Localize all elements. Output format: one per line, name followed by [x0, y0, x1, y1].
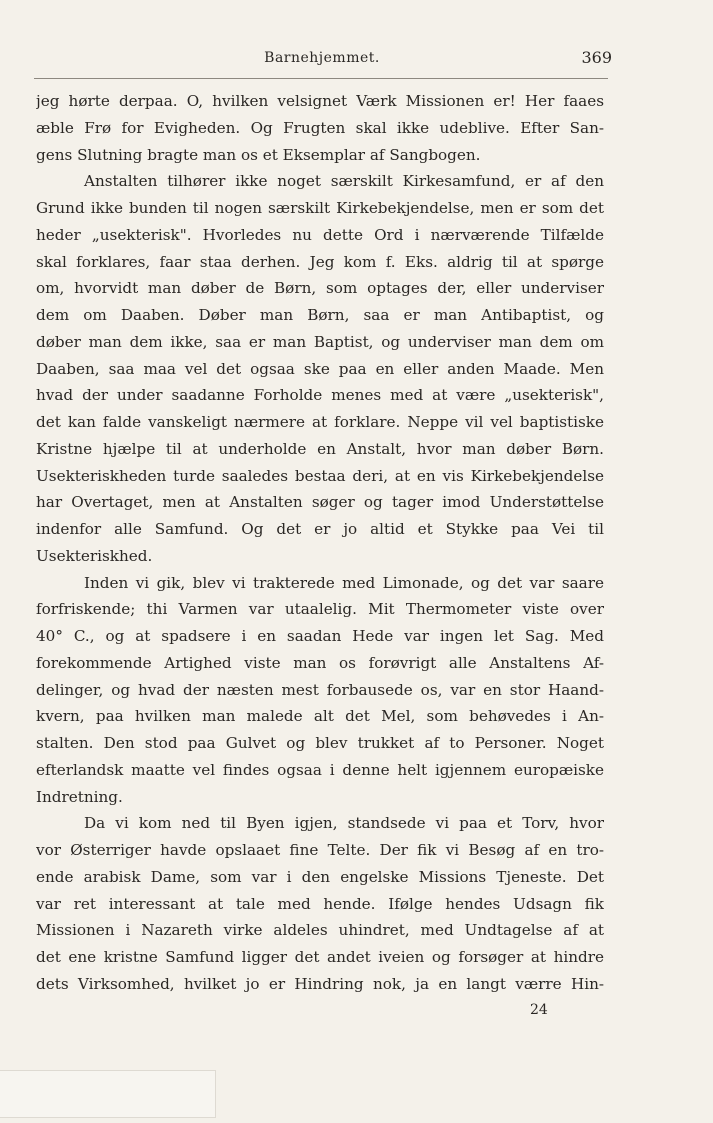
page-number: 369: [581, 48, 612, 67]
text-line: delinger, og hvad der næsten mest forbausede os, var en stor Haand-: [36, 680, 604, 699]
text-line: vor Østerriger havde opslaaet fine Telte. Der fik vi Besøg af en tro-: [36, 841, 604, 859]
text-line: har Overtaget, men at Anstalten søger og tager imod Understøttelse: [36, 493, 604, 512]
text-line: ende arabisk Dame, som var i den engelske Missions Tjeneste. Det: [36, 867, 604, 886]
text-line: æble Frø for Evigheden. Og Frugten skal ikke udeblive. Efter San-: [36, 118, 604, 137]
text-line: Usekteriskhed.: [36, 546, 153, 565]
text-line: døber man dem ikke, saa er man Baptist, og underviser man dem om: [36, 332, 604, 351]
text-line: gens Slutning bragte man os et Eksemplar af Sangbogen.: [36, 145, 481, 164]
header-rule: [34, 78, 608, 79]
text-line: Inden vi gik, blev vi trakterede med Limonade, og det var saare: [84, 573, 604, 592]
text-line: Daaben, saa maa vel det ogsaa ske paa en eller anden Maade. Men: [36, 359, 604, 378]
text-line: dem om Daaben. Døber man Børn, saa er man Antibaptist, og: [36, 306, 604, 324]
text-line: kvern, paa hvilken man malede alt det Mel, som behøvedes i An-: [36, 707, 604, 726]
text-line: indenfor alle Samfund. Og det er jo altid et Stykke paa Vei til: [36, 520, 604, 538]
text-line: Kristne hjælpe til at underholde en Anstalt, hvor man døber Børn.: [36, 439, 604, 458]
scan-label-strip: [0, 1070, 216, 1118]
body-text: [36, 88, 604, 998]
text-line: forekommende Artighed viste man os forøvrigt alle Anstaltens Af-: [36, 653, 604, 672]
text-line: var ret interessant at tale med hende. Ifølge hendes Udsagn fik: [36, 894, 604, 913]
text-line: stalten. Den stod paa Gulvet og blev trukket af to Personer. Noget: [36, 734, 604, 752]
text-line: skal forklares, faar staa derhen. Jeg kom f. Eks. aldrig til at spørge: [36, 252, 604, 271]
text-line: heder „usekterisk". Hvorledes nu dette Ord i nærværende Tilfælde: [36, 225, 604, 244]
text-line: forfriskende; thi Varmen var utaalelig. Mit Thermometer viste over: [36, 600, 604, 619]
running-title: Barnehjemmet.: [264, 50, 380, 66]
text-line: jeg hørte derpaa. O, hvilken velsignet Værk Missionen er! Her faaes: [36, 92, 604, 110]
text-line: Indretning.: [36, 787, 123, 806]
text-line: hvad der under saadanne Forholde menes med at være „usekterisk",: [36, 386, 604, 405]
text-line: dets Virksomhed, hvilket jo er Hindring nok, ja en langt værre Hin-: [36, 974, 604, 993]
running-head: [36, 46, 612, 76]
text-line: efterlandsk maatte vel findes ogsaa i denne helt igjennem europæiske: [36, 760, 604, 779]
text-line: Missionen i Nazareth virke aldeles uhindret, med Undtagelse af at: [36, 921, 604, 940]
text-line: Usekteriskheden turde saaledes bestaa deri, at en vis Kirkebekjendelse: [36, 466, 604, 485]
text-line: 40° C., og at spadsere i en saadan Hede var ingen let Sag. Med: [36, 627, 604, 645]
text-line: det ene kristne Samfund ligger det andet iveien og forsøger at hindre: [36, 948, 604, 966]
text-line: det kan falde vanskeligt nærmere at forklare. Neppe vil vel baptistiske: [36, 413, 604, 431]
text-line: om, hvorvidt man døber de Børn, som optages der, eller underviser: [36, 279, 604, 298]
signature-mark: 24: [530, 1002, 548, 1018]
text-line: Grund ikke bunden til nogen særskilt Kirkebekjendelse, men er som det: [36, 199, 604, 217]
text-line: Da vi kom ned til Byen igjen, standsede vi paa et Torv, hvor: [84, 814, 604, 833]
text-line: Anstalten tilhører ikke noget særskilt Kirkesamfund, er af den: [84, 172, 604, 191]
